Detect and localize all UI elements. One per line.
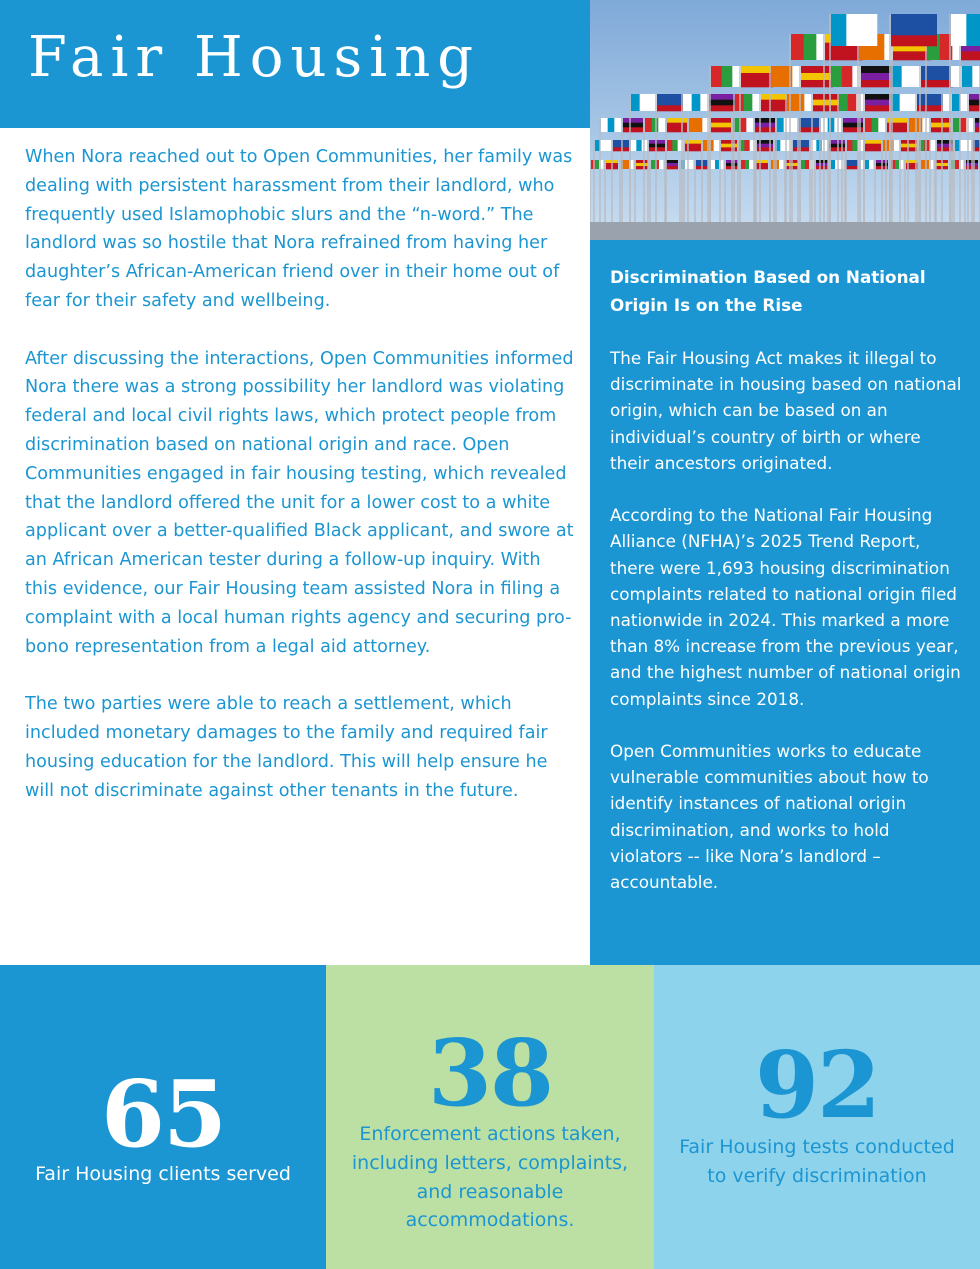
flag-stripe	[816, 160, 828, 163]
flag-stripe	[969, 105, 980, 111]
flag-stripe	[891, 25, 937, 36]
flag-stripe	[711, 66, 722, 87]
flag-stripe	[771, 66, 782, 87]
flag-stripe	[900, 94, 909, 111]
flag-stripe	[972, 66, 980, 87]
flag-stripe	[741, 73, 773, 80]
stat-label: Fair Housing tests conducted to verify discrimination	[679, 1136, 955, 1187]
flag-stripe	[969, 94, 980, 100]
flag-stripe	[888, 140, 894, 151]
flag-stripe	[924, 140, 930, 151]
stat-label: Enforcement actions taken, including letters, complaints, and reasonable accommodations.	[351, 1123, 629, 1232]
flag-stripe	[799, 127, 819, 132]
sidebar-paragraph: The Fair Housing Act makes it illegal to discriminate in housing based on national origin, which can be based on an individual’s country of birth or where their ancestors originated.	[610, 348, 962, 473]
flag-stripe	[657, 105, 683, 111]
stat-panel-tests	[654, 965, 980, 1269]
flag-stripe	[667, 123, 687, 128]
flag-stripe	[714, 140, 720, 151]
flag-stripe	[813, 105, 839, 111]
flag-stripe	[659, 160, 663, 169]
flag-stripe	[613, 144, 629, 148]
flag-stripe	[831, 14, 847, 46]
flag-stripe	[895, 160, 899, 169]
flag-stripe	[667, 118, 687, 123]
flag-stripe	[640, 94, 649, 111]
flag-stripe	[608, 118, 615, 132]
flag-stripe	[711, 123, 731, 128]
flag-stripe	[799, 123, 819, 128]
flag-stripe	[952, 94, 961, 111]
flag-stripe	[741, 80, 773, 87]
sidebar-heading: Discrimination Based on National Origin Is on the Rise	[610, 267, 926, 315]
flag-stripe	[689, 160, 693, 169]
story-paragraph: When Nora reached out to Open Communities, her family was dealing with persistent harassment from their landlord, who frequently used Islamophobic slurs and the “n-word.” The landlord was so hostile that Nora refrained from having her daughter’s African-American friend over in their home out of fear for their safety and wellbeing.	[25, 147, 573, 311]
flag-stripe	[831, 66, 842, 87]
stat-panel-enforcement	[326, 965, 654, 1269]
flag-stripe	[791, 34, 804, 60]
flag-stripe	[683, 94, 692, 111]
flag-stripe	[692, 94, 701, 111]
flag-stripe	[672, 140, 678, 151]
flag-stripe	[711, 118, 731, 123]
flag-stripe	[761, 94, 787, 100]
flag-stripe	[636, 160, 648, 163]
stat-panel-clients	[0, 965, 326, 1269]
flag-stripe	[667, 127, 687, 132]
flag-stripe	[891, 35, 937, 46]
flag-stripe	[831, 160, 835, 169]
stat-value: 65	[100, 1060, 226, 1168]
flag-stripe	[865, 144, 881, 148]
page-title: Fair Housing	[28, 25, 481, 90]
flag-stripe	[595, 160, 599, 169]
flag-stripe	[658, 118, 665, 132]
flag-stripe	[862, 14, 878, 46]
flag-stripe	[865, 140, 881, 144]
flag-stripe	[756, 166, 768, 169]
flag-stripe	[878, 118, 885, 132]
flag-stripe	[960, 140, 966, 151]
flag-stripe	[801, 66, 833, 73]
flag-stripe	[917, 105, 943, 111]
flag-stripe	[848, 94, 857, 111]
flag-stripe	[865, 147, 881, 151]
flag-stripe	[813, 100, 839, 106]
flag-stripe	[951, 14, 967, 46]
flag-stripe	[740, 118, 747, 132]
flag-stripe	[657, 94, 683, 100]
stat-label: Fair Housing clients served	[35, 1163, 291, 1185]
flag-stripe	[828, 118, 835, 132]
flag-stripe	[709, 94, 735, 100]
flag-stripe	[755, 127, 775, 132]
flag-stripe	[625, 160, 629, 169]
flag-stripe	[696, 118, 703, 132]
flag-stripe	[921, 160, 925, 169]
flag-stripe	[861, 73, 893, 80]
flag-stripe	[756, 160, 768, 163]
flag-stripe	[749, 160, 753, 169]
flag-stripe	[666, 163, 678, 166]
flag-stripe	[846, 160, 858, 163]
flag-stripe	[961, 51, 980, 60]
flag-stripe	[745, 160, 749, 169]
flag-stripe	[755, 123, 775, 128]
flag-stripe	[865, 118, 872, 132]
flag-stripe	[793, 147, 809, 151]
flag-stripe	[779, 160, 783, 169]
flag-stripe	[649, 147, 665, 151]
flag-stripe	[872, 118, 879, 132]
flag-stripe	[741, 66, 773, 73]
sidebar-paragraph: Open Communities works to educate vulnerable communities about how to identify instances of national origin discrimination, and works to hold violators -- like Nora’s landlord – accountable.	[610, 741, 929, 893]
flag-stripe	[744, 140, 750, 151]
flag-stripe	[623, 127, 643, 132]
flag-stripe	[816, 140, 822, 151]
flag-stripe	[975, 127, 980, 132]
flag-stripe	[636, 140, 642, 151]
flag-stripe	[901, 144, 917, 148]
flag-stripe	[636, 163, 648, 166]
flag-stripe	[842, 66, 853, 87]
flag-stripe	[975, 123, 980, 128]
sidebar-panel	[590, 240, 980, 965]
flag-stripe	[891, 14, 937, 25]
flag-stripe	[916, 118, 923, 132]
story-column	[25, 143, 577, 834]
flag-stripe	[600, 140, 606, 151]
flag-stripe	[861, 80, 893, 87]
flag-stripe	[955, 160, 959, 169]
flag-stripe	[613, 140, 629, 144]
flag-stripe	[780, 140, 786, 151]
flag-stripe	[645, 118, 652, 132]
flag-stripe	[652, 118, 659, 132]
flag-stripe	[931, 118, 951, 123]
flag-stripe	[931, 127, 951, 132]
flag-stripe	[865, 105, 891, 111]
flag-stripe	[861, 66, 893, 73]
flag-stripe	[865, 160, 869, 169]
flag-stripe	[744, 94, 753, 111]
story-paragraph: After discussing the interactions, Open Communities informed Nora there was a strong possibility her landlord was violating federal and local civil rights laws, which protect people from discrimination based on national origin and race. Open Communities engaged in fair housing testing, which revealed that the landlord offered the unit for a lower cost to a white applicant over a better-qualified Black applicant, and swore at an African American tester during a follow-up inquiry. With this evidence, our Fair Housing team assisted Nora in filing a complaint with a local human rights agency and securing pro-bono representation from a legal aid attorney.	[25, 348, 574, 657]
flag-stripe	[746, 118, 753, 132]
flag-stripe	[614, 118, 621, 132]
flag-stripe	[613, 147, 629, 151]
flag-stripe	[689, 118, 696, 132]
flag-stripe	[722, 66, 733, 87]
flag-stripe	[799, 118, 819, 123]
flag-stripe	[901, 140, 917, 144]
flag-stripe	[901, 147, 917, 151]
flag-stripe	[606, 140, 612, 151]
flag-stripe	[631, 140, 637, 151]
flag-stripe	[816, 163, 828, 166]
flag-stripe	[793, 144, 809, 148]
flag-stripe	[953, 118, 960, 132]
flag-stripe	[651, 160, 655, 169]
flag-stripe	[805, 160, 809, 169]
flag-stripe	[960, 118, 967, 132]
flag-stripe	[793, 140, 809, 144]
stat-value: 38	[427, 1019, 553, 1127]
flag-stripe	[966, 14, 980, 46]
stat-value: 92	[754, 1031, 880, 1139]
flag-stripe	[801, 80, 833, 87]
flag-stripe	[755, 118, 775, 123]
flag-stripe	[666, 160, 678, 163]
flag-stripe	[623, 118, 643, 123]
flag-stripe	[787, 94, 796, 111]
flag-stripe	[709, 105, 735, 111]
flag-stripe	[741, 160, 745, 169]
flag-stripe	[715, 160, 719, 169]
flag-stripe	[846, 163, 858, 166]
world-flags-photo	[590, 0, 980, 240]
photo-ground	[590, 222, 980, 240]
flag-stripe	[801, 73, 833, 80]
flag-stripe	[846, 14, 862, 46]
flag-stripe	[631, 94, 640, 111]
title-banner	[0, 0, 590, 128]
flag-stripe	[847, 140, 853, 151]
flag-stripe	[623, 123, 643, 128]
flag-stripe	[777, 118, 784, 132]
flag-stripe	[969, 100, 980, 106]
flag-stripe	[801, 160, 805, 169]
flag-stripe	[667, 140, 673, 151]
flag-stripe	[917, 94, 943, 100]
flag-stripe	[865, 94, 891, 100]
flag-stripe	[839, 94, 848, 111]
flag-stripe	[852, 140, 858, 151]
flag-stripe	[931, 123, 951, 128]
flag-stripe	[962, 66, 973, 87]
flag-stripe	[869, 160, 873, 169]
flag-stripe	[804, 34, 817, 60]
story-paragraph: The two parties were able to reach a settlement, which included monetary damages to the family and required fair housing education for the landlord. This will help ensure he will not discriminate against other tenants in the future.	[25, 694, 548, 801]
flag-stripe	[636, 166, 648, 169]
flag-stripe	[846, 166, 858, 169]
flag-stripe	[813, 94, 839, 100]
flag-stripe	[708, 140, 714, 151]
flag-stripe	[761, 105, 787, 111]
flag-stripe	[816, 166, 828, 169]
flag-stripe	[649, 144, 665, 148]
flag-stripe	[711, 127, 731, 132]
flag-stripe	[894, 140, 900, 151]
flag-stripe	[657, 100, 683, 106]
flag-stripe	[761, 100, 787, 106]
flag-stripe	[902, 66, 913, 87]
flag-stripe	[756, 163, 768, 166]
flag-stripe	[601, 118, 608, 132]
flag-stripe	[666, 166, 678, 169]
flag-stripe	[782, 66, 793, 87]
flag-stripe	[790, 118, 797, 132]
flag-stripe	[909, 118, 916, 132]
flag-stripe	[711, 160, 715, 169]
flag-stripe	[917, 100, 943, 106]
sidebar-paragraph: According to the National Fair Housing Alliance (NFHA)’s 2025 Trend Report, there were 1,693 housing discrimination complaints related to national origin filed nationwide in 2024. This marked a more than 8% increase from the previous year, and the highest number of national origin complaints since 2018.	[610, 505, 961, 709]
flag-stripe	[649, 140, 665, 144]
flag-stripe	[865, 100, 891, 106]
flag-stripe	[975, 118, 980, 123]
flag-stripe	[709, 100, 735, 106]
